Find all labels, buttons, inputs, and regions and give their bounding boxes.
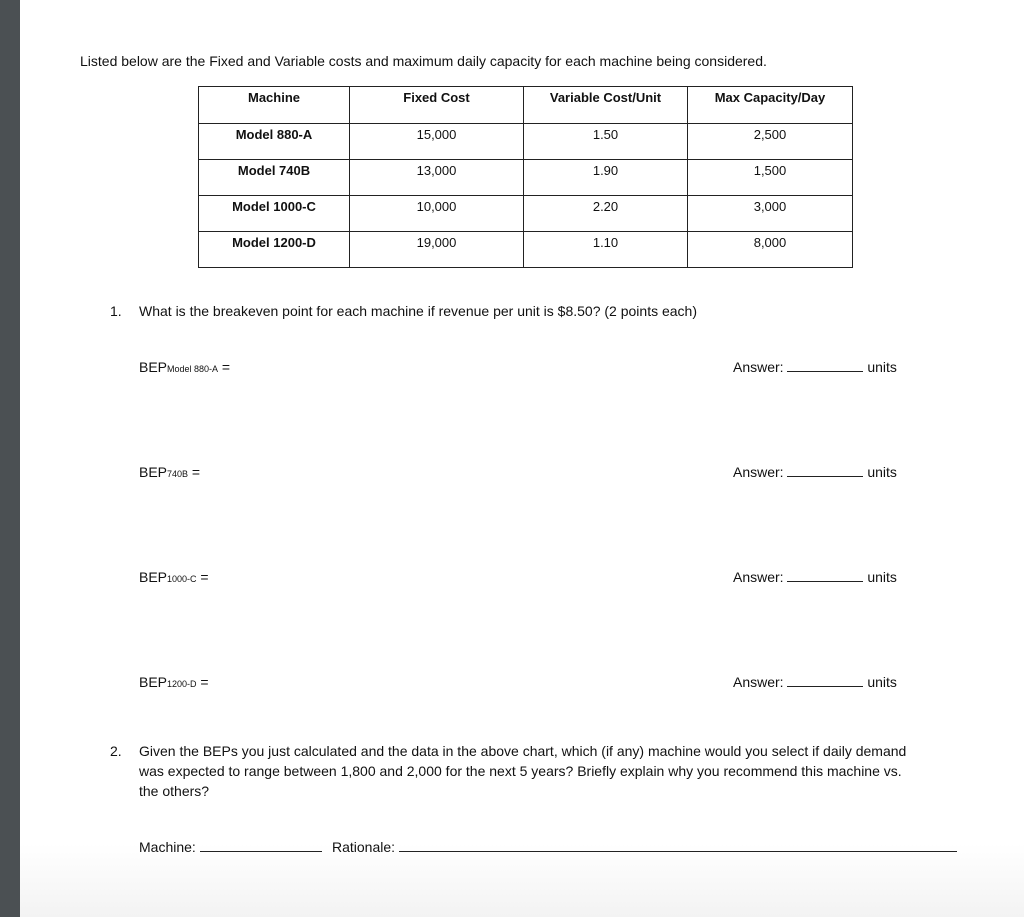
table-header-row [199,87,853,124]
bep-label-740b [139,464,200,480]
answer-blank-1000c[interactable] [787,569,863,582]
bep-text: BEP [139,359,168,375]
viewer-sidebar [0,0,20,917]
intro-text: Listed below are the Fixed and Variable costs and maximum daily capacity for each machine being considered. [80,53,767,69]
machine-cost-table [198,86,853,268]
cell-max-capacity: 3,000 [688,196,853,232]
bep-subscript: 1000-C [167,574,197,584]
answer-label: Answer: [733,569,784,585]
cell-max-capacity: 2,500 [688,124,853,160]
answer-row-1000c [733,569,897,585]
answer-row-880a [733,359,897,375]
cell-machine: Model 1200-D [199,232,350,268]
answer-label: Answer: [733,674,784,690]
question-1-text: What is the breakeven point for each machine if revenue per unit is $8.50? (2 points each) [139,303,697,319]
machine-answer-row [139,839,322,855]
units-label: units [867,359,897,375]
cell-variable-cost: 1.10 [524,232,688,268]
header-variable-cost: Variable Cost/Unit [524,87,688,124]
equals-sign: = [188,464,201,480]
equals-sign: = [196,674,209,690]
question-2-number: 2. [110,743,122,759]
rationale-answer-row [332,839,957,855]
bep-label-1000c [139,569,209,585]
answer-blank-1200d[interactable] [787,674,863,687]
bep-text: BEP [139,674,168,690]
question-1-number: 1. [110,303,122,319]
header-machine: Machine [199,87,350,124]
cell-variable-cost: 1.90 [524,160,688,196]
units-label: units [867,569,897,585]
bep-label-880a [139,359,230,375]
header-max-capacity: Max Capacity/Day [688,87,853,124]
bep-subscript: 1200-D [167,679,197,689]
equals-sign: = [196,569,209,585]
answer-label: Answer: [733,359,784,375]
rationale-label: Rationale: [332,839,396,855]
cell-variable-cost: 1.50 [524,124,688,160]
rationale-answer-blank[interactable] [399,839,957,852]
machine-label: Machine: [139,839,196,855]
table-row [199,196,853,232]
answer-label: Answer: [733,464,784,480]
bep-subscript: 740B [167,469,189,479]
equals-sign: = [218,359,231,375]
cell-fixed-cost: 13,000 [350,160,524,196]
cell-variable-cost: 2.20 [524,196,688,232]
answer-row-740b [733,464,897,480]
cell-fixed-cost: 10,000 [350,196,524,232]
answer-blank-740b[interactable] [787,464,863,477]
units-label: units [867,464,897,480]
cell-max-capacity: 1,500 [688,160,853,196]
table-row [199,124,853,160]
question-2-line-1: Given the BEPs you just calculated and the data in the above chart, which (if any) machine would you select if daily demand [139,743,907,759]
question-2-line-3: the others? [139,783,210,799]
bep-subscript: Model 880-A [167,364,219,374]
cell-fixed-cost: 19,000 [350,232,524,268]
bep-text: BEP [139,569,168,585]
cell-machine: Model 740B [199,160,350,196]
bep-text: BEP [139,464,168,480]
answer-blank-880a[interactable] [787,359,863,372]
header-fixed-cost: Fixed Cost [350,87,524,124]
table-row [199,160,853,196]
units-label: units [867,674,897,690]
table-row [199,232,853,268]
answer-row-1200d [733,674,897,690]
cell-machine: Model 1000-C [199,196,350,232]
cell-max-capacity: 8,000 [688,232,853,268]
cell-fixed-cost: 15,000 [350,124,524,160]
question-2-line-2: was expected to range between 1,800 and 2,000 for the next 5 years? Briefly explain why you recommend this machine vs. [139,763,902,779]
machine-answer-blank[interactable] [200,839,322,852]
bep-label-1200d [139,674,209,690]
cell-machine: Model 880-A [199,124,350,160]
